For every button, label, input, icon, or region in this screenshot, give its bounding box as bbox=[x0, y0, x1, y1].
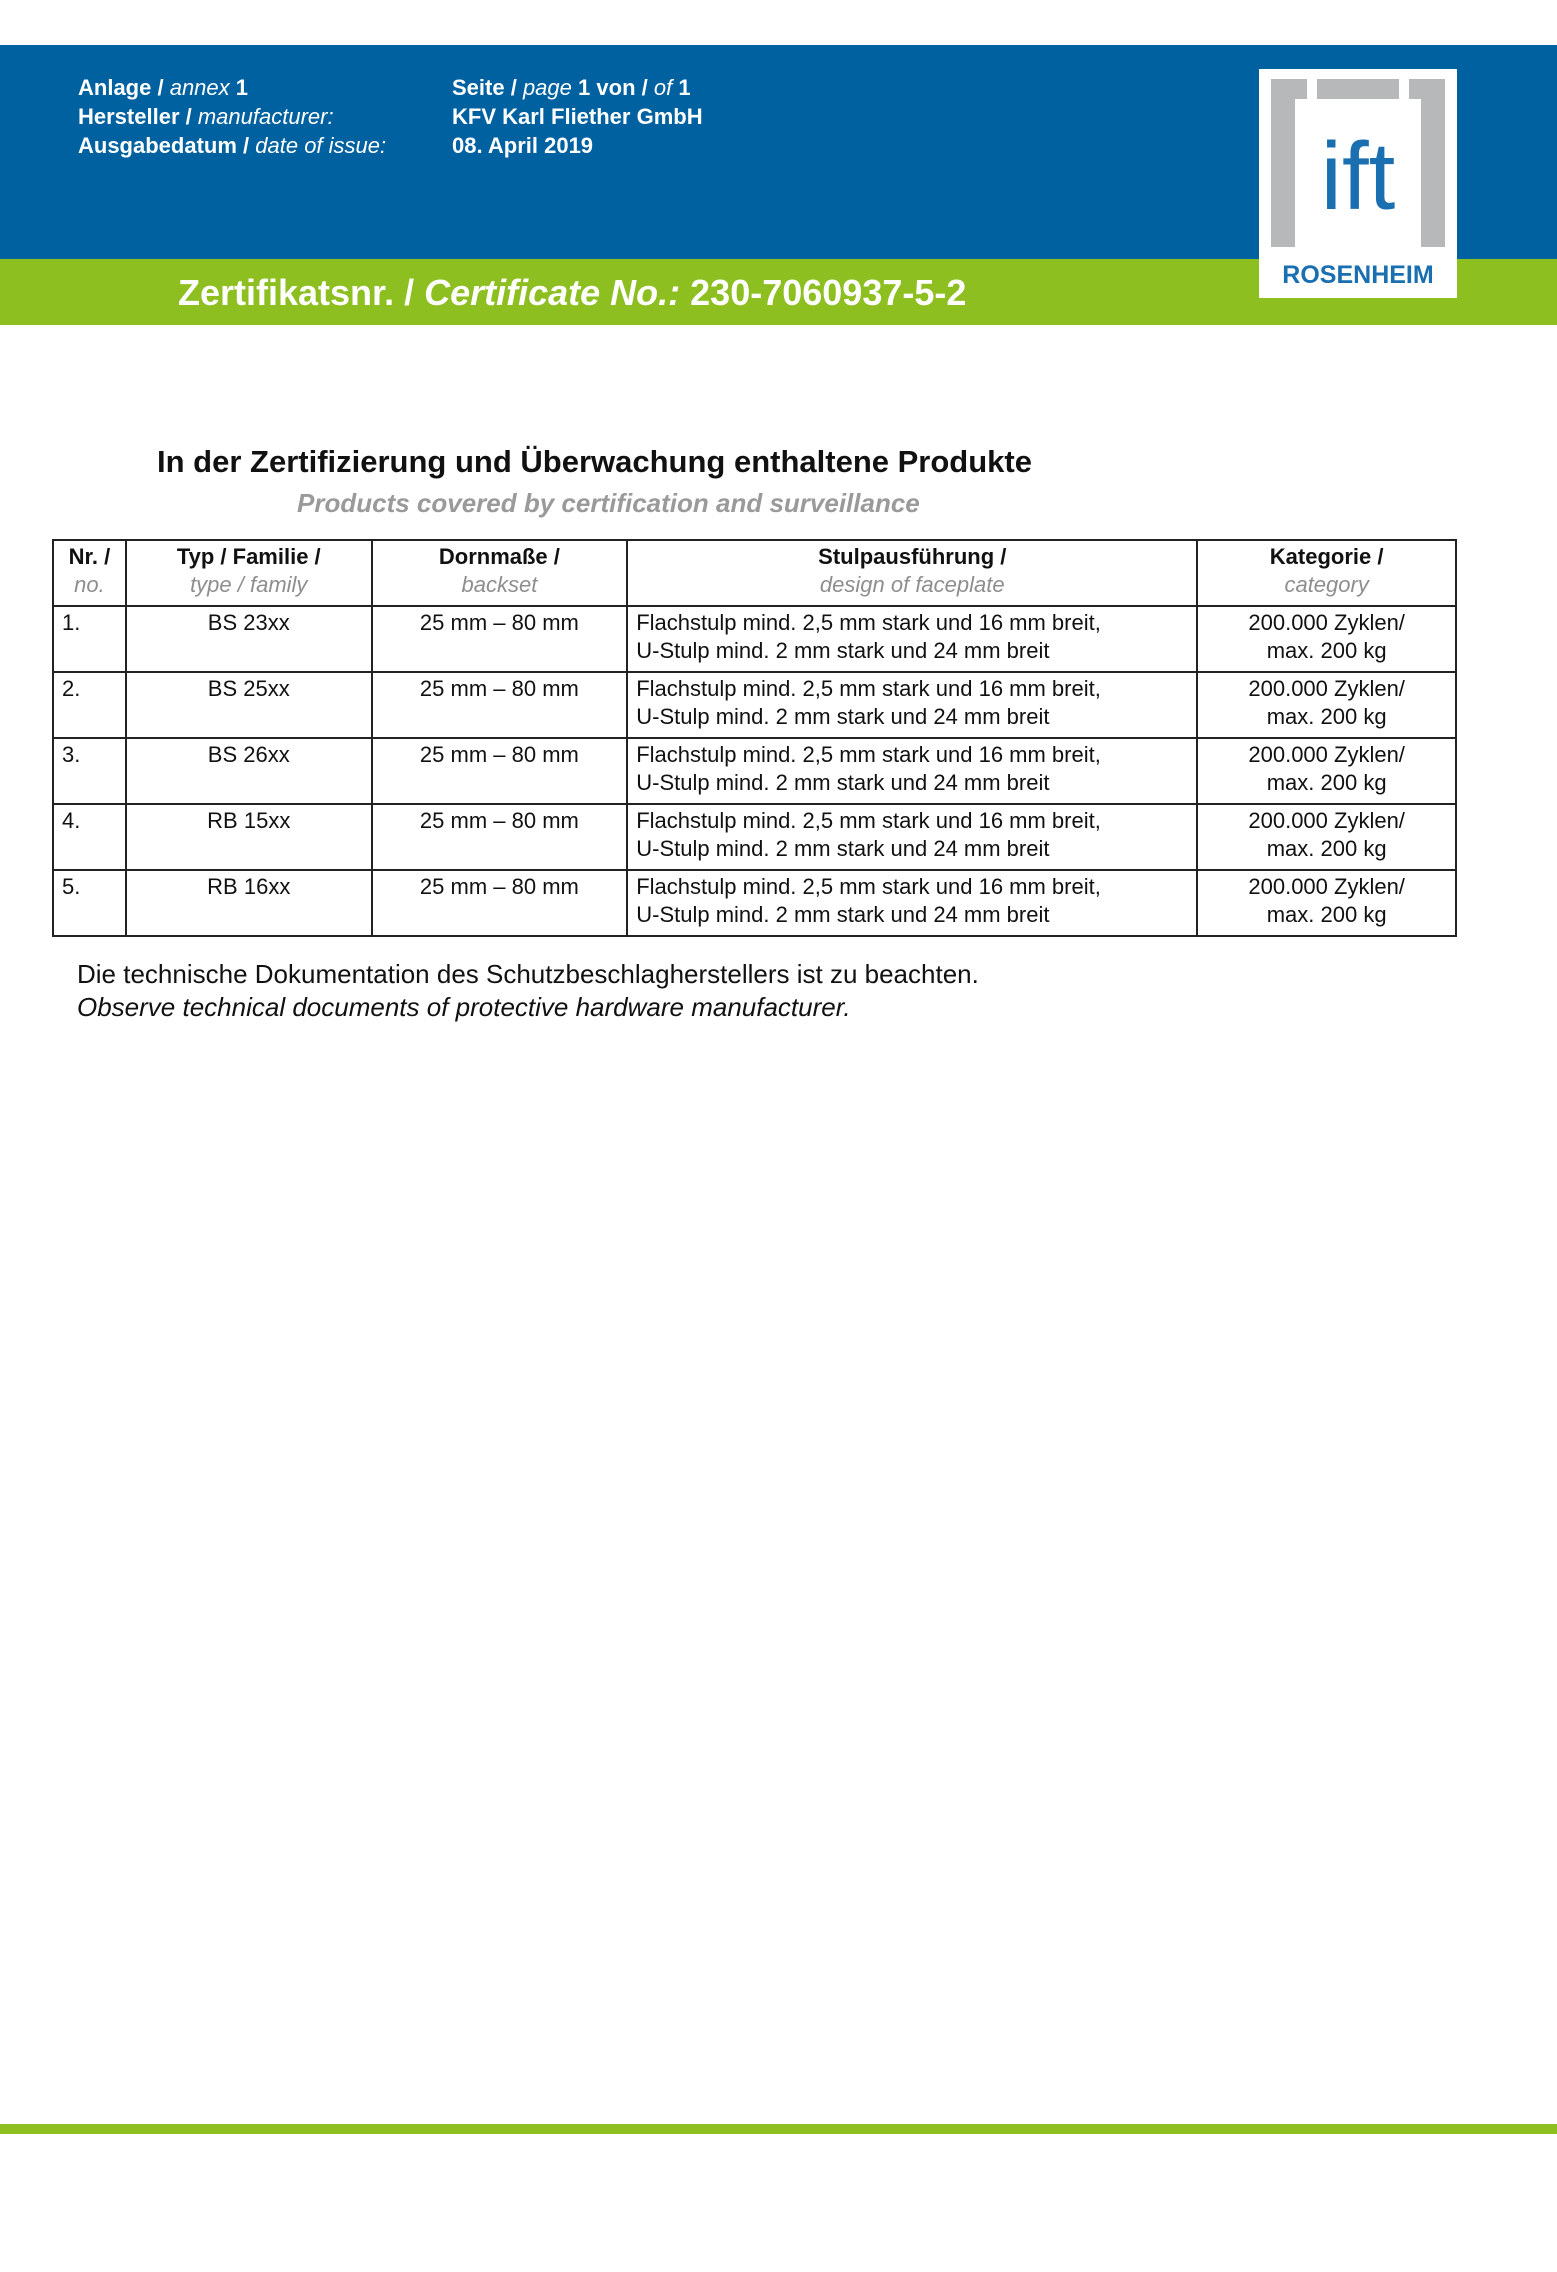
faceplate-line: Flachstulp mind. 2,5 mm stark und 16 mm breit, bbox=[636, 610, 1101, 635]
column-header-en: backset bbox=[461, 572, 538, 597]
logo-mark-text: ift bbox=[1320, 123, 1396, 230]
certificate-number-line bbox=[178, 270, 966, 316]
category-line: max. 200 kg bbox=[1266, 704, 1387, 729]
table-row bbox=[53, 804, 1456, 870]
annex-label: Anlage / bbox=[78, 75, 164, 100]
cell-category bbox=[1197, 804, 1456, 870]
certificate-label: Zertifikatsnr. / bbox=[178, 272, 415, 313]
cell-nr: 2. bbox=[53, 672, 126, 738]
date-label-row bbox=[78, 131, 386, 160]
page-label: Seite / bbox=[452, 75, 517, 100]
logo-city-text: ROSENHEIM bbox=[1282, 261, 1434, 289]
column-header-en: category bbox=[1284, 572, 1369, 597]
date-label: Ausgabedatum / bbox=[78, 133, 250, 158]
certificate-number: 230-7060937-5-2 bbox=[690, 272, 967, 313]
category-line: 200.000 Zyklen/ bbox=[1248, 676, 1405, 701]
manufacturer-value: KFV Karl Fliether GmbH bbox=[452, 104, 703, 129]
faceplate-line: Flachstulp mind. 2,5 mm stark und 16 mm breit, bbox=[636, 808, 1101, 833]
category-line: 200.000 Zyklen/ bbox=[1248, 808, 1405, 833]
column-header-en: design of faceplate bbox=[819, 572, 1005, 597]
faceplate-line: Flachstulp mind. 2,5 mm stark und 16 mm breit, bbox=[636, 676, 1101, 701]
cell-backset: 25 mm – 80 mm bbox=[372, 672, 628, 738]
footer-divider bbox=[0, 2124, 1557, 2134]
ift-rosenheim-logo bbox=[1259, 69, 1457, 298]
date-value: 08. April 2019 bbox=[452, 133, 594, 158]
cell-nr: 4. bbox=[53, 804, 126, 870]
cell-backset: 25 mm – 80 mm bbox=[372, 804, 628, 870]
table-row bbox=[53, 870, 1456, 936]
header-meta-labels bbox=[78, 73, 386, 160]
cell-category bbox=[1197, 606, 1456, 672]
page-of-label: von / bbox=[596, 75, 648, 100]
category-line: max. 200 kg bbox=[1266, 902, 1387, 927]
table-row bbox=[53, 738, 1456, 804]
column-header-category bbox=[1197, 540, 1456, 606]
category-line: max. 200 kg bbox=[1266, 638, 1387, 663]
column-header-type bbox=[126, 540, 372, 606]
page-row bbox=[452, 73, 703, 102]
column-header-de: Kategorie / bbox=[1269, 544, 1384, 569]
certificate-label-en: Certificate No.: bbox=[424, 272, 681, 313]
column-header-faceplate bbox=[627, 540, 1197, 606]
cell-nr: 5. bbox=[53, 870, 126, 936]
column-header-de: Dornmaße / bbox=[438, 544, 560, 569]
category-line: max. 200 kg bbox=[1266, 836, 1387, 861]
column-header-en: type / family bbox=[190, 572, 308, 597]
category-line: max. 200 kg bbox=[1266, 770, 1387, 795]
column-header-de: Typ / Familie / bbox=[176, 544, 321, 569]
cell-type: RB 16xx bbox=[126, 870, 372, 936]
faceplate-line: U-Stulp mind. 2 mm stark und 24 mm breit bbox=[636, 770, 1050, 795]
cell-backset: 25 mm – 80 mm bbox=[372, 738, 628, 804]
cell-type: BS 26xx bbox=[126, 738, 372, 804]
documentation-note bbox=[77, 958, 979, 1024]
faceplate-line: U-Stulp mind. 2 mm stark und 24 mm breit bbox=[636, 836, 1050, 861]
note-en: Observe technical documents of protective hardware manufacturer. bbox=[77, 992, 851, 1022]
category-line: 200.000 Zyklen/ bbox=[1248, 610, 1405, 635]
column-header-de: Stulpausführung / bbox=[818, 544, 1007, 569]
page-label-en: page bbox=[522, 75, 572, 100]
cell-nr: 1. bbox=[53, 606, 126, 672]
date-label-en: date of issue: bbox=[255, 133, 387, 158]
page-subtitle: Products covered by certification and surveillance bbox=[297, 488, 920, 518]
faceplate-line: U-Stulp mind. 2 mm stark und 24 mm breit bbox=[636, 638, 1050, 663]
category-line: 200.000 Zyklen/ bbox=[1248, 874, 1405, 899]
manufacturer-label: Hersteller / bbox=[78, 104, 192, 129]
cell-faceplate bbox=[627, 870, 1197, 936]
cell-nr: 3. bbox=[53, 738, 126, 804]
page-total: 1 bbox=[678, 75, 691, 100]
column-header-en: no. bbox=[74, 572, 105, 597]
cell-type: BS 25xx bbox=[126, 672, 372, 738]
table-header-row bbox=[53, 540, 1456, 606]
cell-category bbox=[1197, 870, 1456, 936]
manufacturer-label-row bbox=[78, 102, 386, 131]
cell-faceplate bbox=[627, 672, 1197, 738]
column-header-de: Nr. / bbox=[68, 544, 111, 569]
table-row bbox=[53, 606, 1456, 672]
faceplate-line: Flachstulp mind. 2,5 mm stark und 16 mm breit, bbox=[636, 874, 1101, 899]
annex-value: 1 bbox=[235, 75, 249, 100]
table-row bbox=[53, 672, 1456, 738]
note-de: Die technische Dokumentation des Schutzbeschlagherstellers ist zu beachten. bbox=[77, 959, 979, 989]
page-value: 1 bbox=[578, 75, 591, 100]
cell-type: BS 23xx bbox=[126, 606, 372, 672]
category-line: 200.000 Zyklen/ bbox=[1248, 742, 1405, 767]
cell-category bbox=[1197, 672, 1456, 738]
products-table bbox=[52, 539, 1457, 937]
column-header-backset bbox=[372, 540, 628, 606]
header-meta-values bbox=[452, 73, 703, 160]
faceplate-line: U-Stulp mind. 2 mm stark und 24 mm breit bbox=[636, 704, 1050, 729]
cell-category bbox=[1197, 738, 1456, 804]
faceplate-line: U-Stulp mind. 2 mm stark und 24 mm breit bbox=[636, 902, 1050, 927]
cell-faceplate bbox=[627, 606, 1197, 672]
faceplate-line: Flachstulp mind. 2,5 mm stark und 16 mm breit, bbox=[636, 742, 1101, 767]
cell-type: RB 15xx bbox=[126, 804, 372, 870]
manufacturer-label-en: manufacturer: bbox=[197, 104, 334, 129]
cell-backset: 25 mm – 80 mm bbox=[372, 870, 628, 936]
annex-row bbox=[78, 73, 386, 102]
annex-label-en: annex bbox=[169, 75, 230, 100]
cell-backset: 25 mm – 80 mm bbox=[372, 606, 628, 672]
page-of-label-en: of bbox=[653, 75, 673, 100]
logo-mark-icon bbox=[1259, 69, 1457, 298]
cell-faceplate bbox=[627, 804, 1197, 870]
page-title: In der Zertifizierung und Überwachung enthaltene Produkte bbox=[157, 444, 1032, 479]
column-header-nr bbox=[53, 540, 126, 606]
cell-faceplate bbox=[627, 738, 1197, 804]
